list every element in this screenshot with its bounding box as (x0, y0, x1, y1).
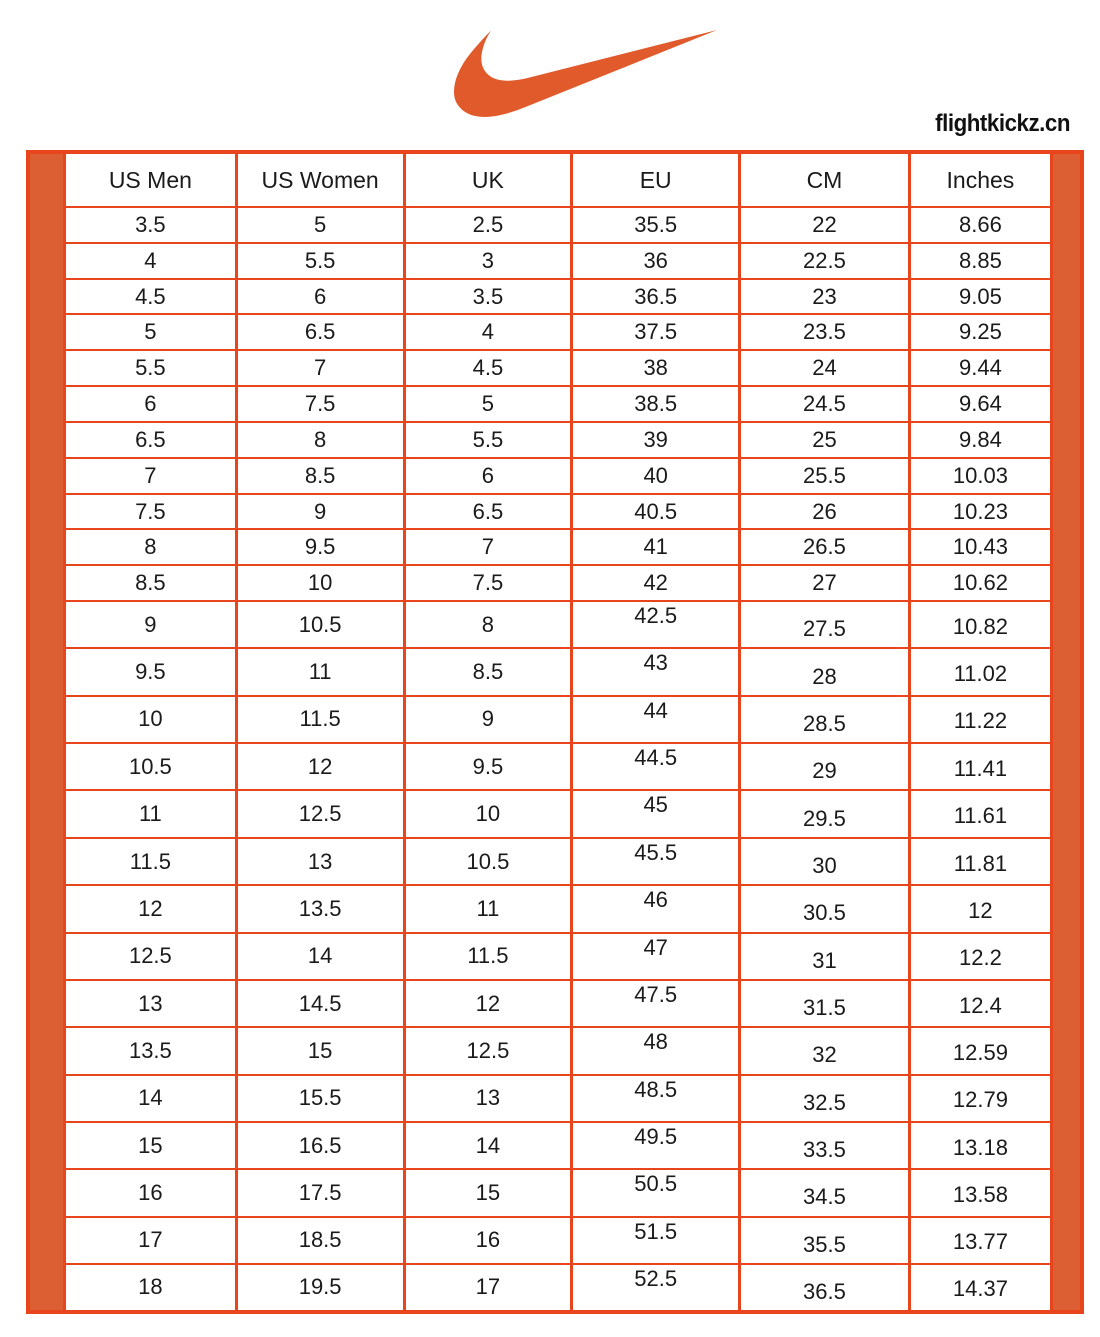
column-header: EU (572, 154, 740, 207)
cell: 9.5 (65, 648, 237, 695)
cell: 6 (65, 386, 237, 422)
cell: 8.5 (236, 458, 404, 494)
cell: 11 (65, 790, 237, 837)
cell: 47.5 (572, 980, 740, 1027)
cell: 7.5 (404, 565, 572, 601)
cell: 27 (740, 565, 910, 601)
cell: 31 (740, 933, 910, 980)
cell: 5 (236, 207, 404, 243)
cell: 8 (65, 529, 237, 565)
cell: 25.5 (740, 458, 910, 494)
cell: 9 (65, 601, 237, 648)
column-header: UK (404, 154, 572, 207)
cell: 5 (404, 386, 572, 422)
cell: 11.61 (909, 790, 1051, 837)
cell: 8.85 (909, 243, 1051, 279)
table-row (65, 1264, 1052, 1310)
cell: 15 (404, 1169, 572, 1216)
cell: 12.59 (909, 1027, 1051, 1074)
table-row (65, 790, 1052, 837)
table-row (65, 838, 1052, 885)
table-row (65, 648, 1052, 695)
cell: 9.05 (909, 279, 1051, 315)
column-header: US Men (65, 154, 237, 207)
cell: 51.5 (572, 1217, 740, 1264)
cell: 38.5 (572, 386, 740, 422)
table-row (65, 601, 1052, 648)
cell: 31.5 (740, 980, 910, 1027)
cell: 5.5 (236, 243, 404, 279)
cell: 12.2 (909, 933, 1051, 980)
cell: 11.5 (65, 838, 237, 885)
cell: 10.5 (236, 601, 404, 648)
cell: 11.22 (909, 696, 1051, 743)
cell: 29 (740, 743, 910, 790)
cell: 11.5 (404, 933, 572, 980)
cell: 4 (65, 243, 237, 279)
header-row (65, 154, 1052, 207)
cell: 14.5 (236, 980, 404, 1027)
table-row (65, 565, 1052, 601)
cell: 42.5 (572, 601, 740, 648)
cell: 10.5 (65, 743, 237, 790)
cell: 8 (236, 422, 404, 458)
cell: 10.82 (909, 601, 1051, 648)
cell: 45.5 (572, 838, 740, 885)
cell: 48 (572, 1027, 740, 1074)
cell: 23 (740, 279, 910, 315)
cell: 5 (65, 314, 237, 350)
table-row (65, 386, 1052, 422)
table-row (65, 1217, 1052, 1264)
cell: 50.5 (572, 1169, 740, 1216)
cell: 11.41 (909, 743, 1051, 790)
table-row (65, 458, 1052, 494)
cell: 6 (404, 458, 572, 494)
cell: 14.37 (909, 1264, 1051, 1310)
cell: 33.5 (740, 1122, 910, 1169)
cell: 10.43 (909, 529, 1051, 565)
cell: 7 (236, 350, 404, 386)
cell: 45 (572, 790, 740, 837)
cell: 7.5 (65, 494, 237, 530)
cell: 10 (404, 790, 572, 837)
cell: 16 (404, 1217, 572, 1264)
cell: 40 (572, 458, 740, 494)
column-header: Inches (909, 154, 1051, 207)
cell: 22.5 (740, 243, 910, 279)
column-header: US Women (236, 154, 404, 207)
table-row (65, 243, 1052, 279)
cell: 17 (65, 1217, 237, 1264)
cell: 8 (404, 601, 572, 648)
cell: 13.58 (909, 1169, 1051, 1216)
cell: 13 (65, 980, 237, 1027)
cell: 11.02 (909, 648, 1051, 695)
cell: 3.5 (65, 207, 237, 243)
table-header (65, 154, 1052, 207)
website-text: flightkickz.cn (935, 110, 1070, 137)
table-row (65, 350, 1052, 386)
cell: 46 (572, 885, 740, 932)
cell: 15.5 (236, 1075, 404, 1122)
cell: 5.5 (404, 422, 572, 458)
nike-swoosh-icon (454, 29, 717, 118)
cell: 6 (236, 279, 404, 315)
cell: 42 (572, 565, 740, 601)
cell: 15 (65, 1122, 237, 1169)
cell: 9.5 (236, 529, 404, 565)
cell: 11 (404, 885, 572, 932)
cell: 26 (740, 494, 910, 530)
cell: 49.5 (572, 1122, 740, 1169)
table-row (65, 1075, 1052, 1122)
cell: 11.5 (236, 696, 404, 743)
table-row (65, 422, 1052, 458)
cell: 32.5 (740, 1075, 910, 1122)
cell: 10.5 (404, 838, 572, 885)
cell: 23.5 (740, 314, 910, 350)
cell: 7.5 (236, 386, 404, 422)
cell: 13 (236, 838, 404, 885)
cell: 41 (572, 529, 740, 565)
cell: 40.5 (572, 494, 740, 530)
cell: 8.66 (909, 207, 1051, 243)
cell: 48.5 (572, 1075, 740, 1122)
cell: 36 (572, 243, 740, 279)
cell: 12 (236, 743, 404, 790)
cell: 17.5 (236, 1169, 404, 1216)
cell: 14 (65, 1075, 237, 1122)
cell: 11.81 (909, 838, 1051, 885)
table-row (65, 1122, 1052, 1169)
cell: 13.5 (65, 1027, 237, 1074)
table-body (65, 207, 1052, 1310)
size-chart (26, 150, 1084, 1314)
cell: 44 (572, 696, 740, 743)
cell: 2.5 (404, 207, 572, 243)
table-row (65, 1169, 1052, 1216)
cell: 14 (404, 1122, 572, 1169)
cell: 13.77 (909, 1217, 1051, 1264)
table-row (65, 885, 1052, 932)
table-row (65, 314, 1052, 350)
cell: 9.84 (909, 422, 1051, 458)
cell: 32 (740, 1027, 910, 1074)
cell: 8.5 (65, 565, 237, 601)
table-row (65, 743, 1052, 790)
cell: 16.5 (236, 1122, 404, 1169)
cell: 9.44 (909, 350, 1051, 386)
cell: 12.5 (404, 1027, 572, 1074)
cell: 34.5 (740, 1169, 910, 1216)
cell: 4.5 (404, 350, 572, 386)
cell: 6.5 (236, 314, 404, 350)
cell: 12.79 (909, 1075, 1051, 1122)
table-row (65, 1027, 1052, 1074)
cell: 4 (404, 314, 572, 350)
cell: 9 (404, 696, 572, 743)
cell: 19.5 (236, 1264, 404, 1310)
cell: 26.5 (740, 529, 910, 565)
cell: 10.62 (909, 565, 1051, 601)
cell: 9 (236, 494, 404, 530)
table-row (65, 696, 1052, 743)
cell: 10 (65, 696, 237, 743)
cell: 6.5 (65, 422, 237, 458)
cell: 3 (404, 243, 572, 279)
table-row (65, 529, 1052, 565)
cell: 12.5 (236, 790, 404, 837)
cell: 7 (404, 529, 572, 565)
cell: 10.03 (909, 458, 1051, 494)
cell: 30 (740, 838, 910, 885)
cell: 12 (909, 885, 1051, 932)
cell: 10.23 (909, 494, 1051, 530)
cell: 14 (236, 933, 404, 980)
cell: 44.5 (572, 743, 740, 790)
cell: 27.5 (740, 601, 910, 648)
cell: 4.5 (65, 279, 237, 315)
cell: 17 (404, 1264, 572, 1310)
cell: 37.5 (572, 314, 740, 350)
table-row (65, 980, 1052, 1027)
cell: 35.5 (740, 1217, 910, 1264)
cell: 47 (572, 933, 740, 980)
cell: 15 (236, 1027, 404, 1074)
cell: 8.5 (404, 648, 572, 695)
cell: 28 (740, 648, 910, 695)
cell: 7 (65, 458, 237, 494)
column-header: CM (740, 154, 910, 207)
cell: 13.5 (236, 885, 404, 932)
cell: 12.5 (65, 933, 237, 980)
table-row (65, 933, 1052, 980)
cell: 24.5 (740, 386, 910, 422)
cell: 12 (65, 885, 237, 932)
cell: 11 (236, 648, 404, 695)
cell: 13 (404, 1075, 572, 1122)
cell: 38 (572, 350, 740, 386)
cell: 36.5 (740, 1264, 910, 1310)
table-row (65, 207, 1052, 243)
table-row (65, 279, 1052, 315)
cell: 3.5 (404, 279, 572, 315)
cell: 16 (65, 1169, 237, 1216)
cell: 30.5 (740, 885, 910, 932)
cell: 12 (404, 980, 572, 1027)
cell: 12.4 (909, 980, 1051, 1027)
cell: 22 (740, 207, 910, 243)
cell: 10 (236, 565, 404, 601)
left-accent-bar (30, 154, 63, 1310)
cell: 9.5 (404, 743, 572, 790)
cell: 13.18 (909, 1122, 1051, 1169)
cell: 36.5 (572, 279, 740, 315)
cell: 52.5 (572, 1264, 740, 1310)
cell: 9.25 (909, 314, 1051, 350)
cell: 6.5 (404, 494, 572, 530)
size-table (63, 154, 1053, 1310)
cell: 5.5 (65, 350, 237, 386)
cell: 29.5 (740, 790, 910, 837)
cell: 9.64 (909, 386, 1051, 422)
cell: 35.5 (572, 207, 740, 243)
cell: 18.5 (236, 1217, 404, 1264)
cell: 18 (65, 1264, 237, 1310)
cell: 28.5 (740, 696, 910, 743)
cell: 25 (740, 422, 910, 458)
table-row (65, 494, 1052, 530)
cell: 39 (572, 422, 740, 458)
cell: 43 (572, 648, 740, 695)
right-accent-bar (1053, 154, 1080, 1310)
cell: 24 (740, 350, 910, 386)
